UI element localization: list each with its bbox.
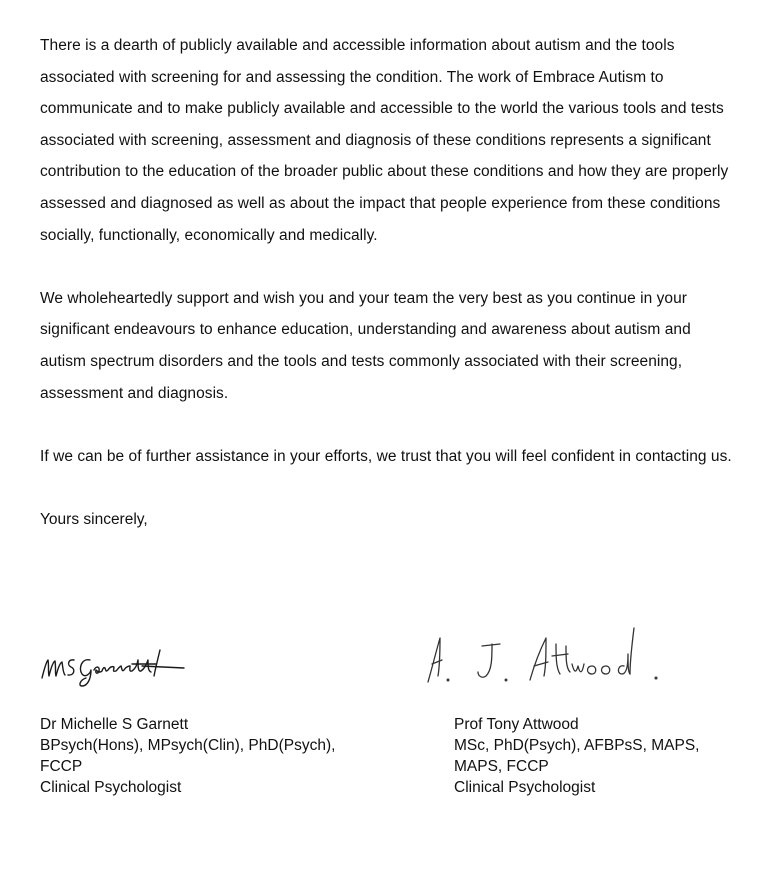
paragraph-1: There is a dearth of publicly available and accessible information about autism and the tools associated with screening for and assessing the condition. The work of Embrace Autism to communicate and to make publicly available and accessible to the world the various tools and tests associated with screening, assessment and diagnosis of these conditions represents a significant contribution to the education of the broader public about these conditions and how they are properly assessed and diagnosed as well as about the impact that people experience from these conditions socially, functionally, economically and medically. — [40, 37, 729, 244]
signatory-name: Dr Michelle S Garnett — [40, 716, 189, 733]
signature-attwood — [420, 624, 670, 690]
signatory-credentials: MSc, PhD(Psych), AFBPsS, MAPS, MAPS, FCCP — [454, 737, 700, 775]
signatory-role: Clinical Psychologist — [454, 779, 596, 796]
signatory-credentials: BPsych(Hons), MPsych(Clin), PhD(Psych), FCCP — [40, 737, 336, 775]
signatory-role: Clinical Psychologist — [40, 779, 182, 796]
paragraph-3: If we can be of further assistance in your efforts, we trust that you will feel confident in contacting us. — [40, 447, 732, 465]
paragraph-2: We wholeheartedly support and wish you and your team the very best as you continue in your significant endeavours to enhance education, understanding and awareness about autism and autism spectrum disorders and the tools and tests commonly associated with their screening, assessment and diagnosis. — [40, 289, 691, 402]
signatory-name: Prof Tony Attwood — [454, 716, 579, 733]
letter-body — [40, 30, 740, 536]
signatory-attwood — [454, 714, 754, 798]
signature-garnett — [38, 642, 198, 690]
closing-salutation: Yours sincerely, — [40, 510, 148, 528]
signatory-garnett — [40, 714, 360, 798]
